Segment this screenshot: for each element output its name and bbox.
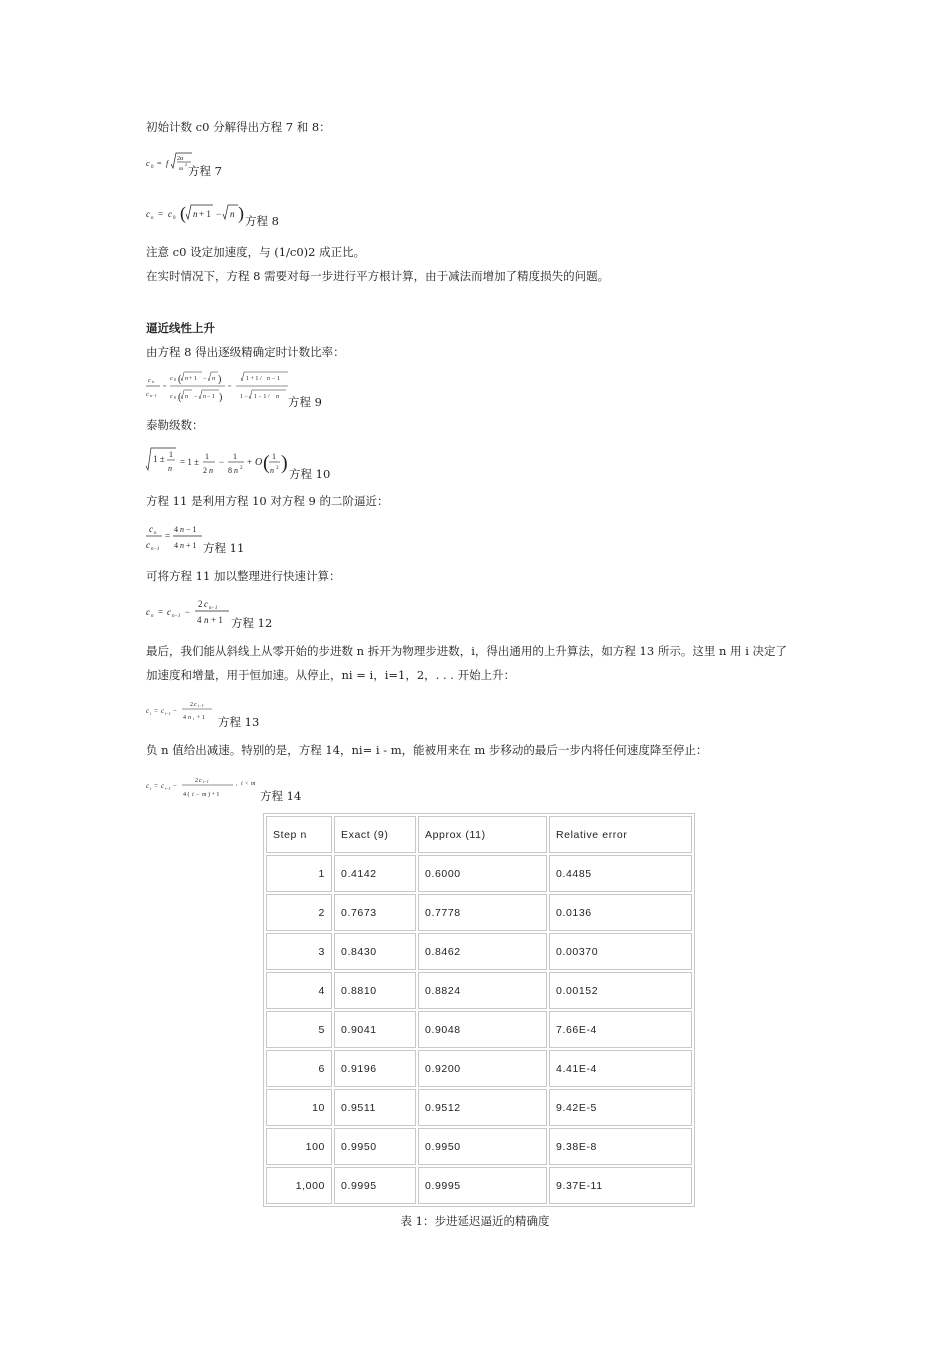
cell-approx: 0.7778 [418, 894, 547, 931]
svg-text:8: 8 [228, 466, 232, 475]
svg-text:c: c [194, 702, 197, 708]
paragraph-intro: 初始计数 c0 分解得出方程 7 和 8： [146, 120, 331, 134]
table-header-row [266, 816, 692, 853]
svg-text:0: 0 [173, 216, 176, 221]
equation-13-formula [146, 696, 216, 724]
svg-text:n: n [152, 379, 154, 384]
cell-approx: 0.9512 [418, 1089, 547, 1126]
svg-text:2: 2 [203, 466, 207, 475]
svg-text:f: f [166, 159, 169, 168]
table-row [266, 855, 692, 892]
svg-text:=: = [163, 384, 167, 390]
col-header-error: Relative error [549, 816, 692, 853]
svg-text:c: c [168, 209, 172, 219]
cell-error: 0.4485 [549, 855, 692, 892]
svg-text:1 −: 1 − [240, 394, 248, 400]
cell-exact: 0.9196 [334, 1050, 416, 1087]
table-row [266, 972, 692, 1009]
svg-text:n: n [185, 376, 188, 382]
cell-step: 2 [266, 894, 332, 931]
svg-text:+ 1: + 1 [211, 615, 223, 625]
svg-text:−: − [216, 209, 222, 219]
svg-text:4: 4 [174, 541, 178, 550]
svg-text:4: 4 [183, 715, 186, 721]
svg-text:1: 1 [233, 452, 237, 461]
svg-text:−: − [219, 457, 225, 467]
cell-exact: 0.8810 [334, 972, 416, 1009]
cell-error: 9.42E-5 [549, 1089, 692, 1126]
equation-11 [146, 520, 245, 555]
svg-text:−: − [203, 376, 207, 382]
svg-text:=: = [158, 607, 164, 617]
svg-text:2α: 2α [177, 156, 184, 162]
svg-text:2: 2 [240, 466, 243, 471]
equation-10-formula [146, 444, 291, 480]
svg-text:2: 2 [185, 162, 187, 167]
cell-exact: 0.9041 [334, 1011, 416, 1048]
cell-approx: 0.9048 [418, 1011, 547, 1048]
table-row [266, 1050, 692, 1087]
equation-11-label: 方程 11 [203, 541, 245, 555]
svg-text:n: n [151, 614, 154, 619]
equation-9-label: 方程 9 [288, 395, 322, 409]
svg-text:c: c [146, 707, 150, 715]
svg-text:c: c [170, 376, 173, 382]
table-row [266, 1167, 692, 1204]
equation-8-formula [146, 200, 246, 228]
paragraph-general-algorithm: 最后，我们能从斜线上从零开始的步进数 n 拆开为物理步进数，i，得出通用的上升算法，如方程 13 所示。这里 n 用 i 决定了 [146, 644, 788, 658]
svg-text:n: n [151, 216, 154, 221]
svg-text:4: 4 [197, 615, 202, 625]
cell-step: 6 [266, 1050, 332, 1087]
equation-8-label: 方程 8 [245, 214, 279, 228]
paragraph-note: 注意 c0 设定加速度，与 (1/c0)2 成正比。 [146, 245, 366, 259]
cell-step: 3 [266, 933, 332, 970]
svg-text:−: − [173, 782, 177, 790]
svg-text:n: n [209, 466, 213, 475]
svg-text:n: n [193, 209, 198, 219]
cell-exact: 0.9995 [334, 1167, 416, 1204]
table-row [266, 1011, 692, 1048]
svg-text:n−1: n−1 [172, 614, 181, 619]
paragraph-taylor: 泰勒级数： [146, 418, 204, 432]
svg-text:i−1: i−1 [203, 779, 209, 784]
equation-9-formula [146, 368, 291, 404]
svg-text:4: 4 [174, 525, 178, 534]
svg-text:=: = [154, 782, 158, 790]
svg-text:=: = [165, 531, 171, 541]
cell-approx: 0.6000 [418, 855, 547, 892]
svg-text:n: n [180, 541, 184, 550]
svg-text:(: ( [178, 392, 182, 403]
svg-text:c: c [146, 540, 150, 550]
paragraph-realtime: 在实时情况下，方程 8 需要对每一步进行平方根计算，由于减法而增加了精度损失的问题。 [146, 269, 610, 283]
svg-text:): ) [218, 374, 222, 385]
svg-text:): ) [281, 452, 288, 474]
svg-text:i: i [241, 781, 243, 787]
cell-error: 9.38E-8 [549, 1128, 692, 1165]
cell-exact: 0.9950 [334, 1128, 416, 1165]
svg-text:c: c [204, 599, 208, 609]
paragraph-rearrange: 可将方程 11 加以整理进行快速计算： [146, 569, 341, 583]
svg-text:O: O [255, 457, 263, 468]
svg-text:i: i [150, 711, 152, 716]
cell-error: 7.66E-4 [549, 1011, 692, 1048]
svg-text:+ 1: + 1 [186, 541, 197, 550]
svg-text:c: c [146, 607, 150, 617]
paragraph-acceleration: 加速度和增量，用于恒加速。从停止，ni = i，i=1，2，. . . 开始上升： [146, 668, 516, 682]
cell-error: 4.41E-4 [549, 1050, 692, 1087]
svg-text:i: i [150, 786, 152, 791]
svg-text:n: n [212, 376, 215, 382]
svg-text:n−1: n−1 [209, 606, 218, 611]
svg-text:n: n [185, 394, 188, 400]
svg-text:n: n [204, 615, 209, 625]
svg-text:<: < [245, 781, 249, 787]
paragraph-second-order: 方程 11 是利用方程 10 对方程 9 的二阶逼近： [146, 494, 389, 508]
svg-text:(: ( [178, 374, 182, 385]
svg-text:(: ( [180, 203, 186, 223]
svg-text:c: c [146, 782, 150, 790]
svg-text:+: + [247, 457, 253, 467]
svg-text:n: n [180, 525, 184, 534]
svg-text:): ) [219, 392, 223, 403]
svg-text:c: c [161, 782, 165, 790]
svg-text:c: c [149, 524, 153, 534]
cell-exact: 0.4142 [334, 855, 416, 892]
svg-text:n: n [203, 394, 206, 400]
cell-step: 5 [266, 1011, 332, 1048]
svg-text:c: c [170, 394, 173, 400]
table-row [266, 1128, 692, 1165]
svg-text:0: 0 [151, 165, 154, 170]
svg-text:n: n [188, 715, 191, 721]
cell-approx: 0.8462 [418, 933, 547, 970]
cell-step: 100 [266, 1128, 332, 1165]
svg-text:−: − [196, 792, 200, 798]
svg-text:1: 1 [205, 452, 209, 461]
svg-text:ω: ω [179, 166, 183, 172]
equation-12 [146, 595, 273, 630]
equation-13 [146, 696, 260, 729]
equation-12-formula [146, 595, 236, 627]
equation-10-label: 方程 10 [289, 467, 331, 481]
equation-11-formula [146, 520, 206, 552]
cell-approx: 0.9200 [418, 1050, 547, 1087]
svg-text:− 1: − 1 [207, 394, 215, 400]
svg-text:0: 0 [174, 395, 176, 400]
svg-text:n: n [154, 531, 157, 536]
cell-approx: 0.9995 [418, 1167, 547, 1204]
svg-text:2: 2 [190, 702, 193, 708]
svg-text:(: ( [263, 452, 270, 474]
svg-text:=: = [158, 209, 164, 219]
svg-text:n: n [267, 376, 270, 382]
svg-text:− 1: − 1 [186, 525, 197, 534]
svg-text:i−1: i−1 [165, 711, 171, 716]
svg-text:c: c [146, 392, 149, 398]
equation-8 [146, 200, 279, 228]
svg-text:1: 1 [169, 450, 173, 459]
table-row [266, 894, 692, 931]
svg-text:c: c [199, 778, 202, 784]
svg-text:i: i [192, 792, 194, 798]
cell-error: 0.00152 [549, 972, 692, 1009]
svg-text:2: 2 [198, 599, 203, 609]
accuracy-table [263, 813, 695, 1207]
equation-14 [146, 772, 302, 803]
svg-text:+ 1: + 1 [189, 376, 197, 382]
svg-text:= 1 ±: = 1 ± [180, 457, 200, 467]
equation-14-label: 方程 14 [260, 789, 302, 803]
svg-text:−: − [173, 707, 177, 715]
cell-approx: 0.8824 [418, 972, 547, 1009]
cell-step: 4 [266, 972, 332, 1009]
svg-text:n: n [270, 466, 274, 475]
table-caption: 表 1：步进延迟逼近的精确度 [400, 1214, 550, 1228]
cell-error: 0.00370 [549, 933, 692, 970]
svg-text:1: 1 [272, 452, 276, 461]
svg-text:4 (: 4 ( [183, 792, 190, 798]
svg-text:c: c [148, 378, 151, 384]
svg-text:c: c [161, 707, 165, 715]
cell-step: 1,000 [266, 1167, 332, 1204]
equation-7-label: 方程 7 [188, 164, 222, 178]
svg-text:i−1: i−1 [165, 786, 171, 791]
svg-text:+ 1: + 1 [197, 715, 205, 721]
svg-text:m: m [202, 792, 207, 798]
equation-10 [146, 444, 331, 481]
cell-exact: 0.8430 [334, 933, 416, 970]
svg-text:n: n [276, 394, 279, 400]
svg-text:=: = [157, 159, 162, 168]
svg-text:i−1: i−1 [198, 703, 204, 708]
svg-text:i: i [193, 716, 195, 721]
svg-text:=: = [228, 384, 232, 390]
svg-text:− 1: − 1 [272, 376, 280, 382]
svg-text:): ) [238, 203, 244, 223]
svg-text:3: 3 [276, 466, 279, 471]
table-row [266, 1089, 692, 1126]
svg-text:+ 1: + 1 [199, 209, 211, 219]
svg-text:2: 2 [195, 778, 198, 784]
svg-text:n−1: n−1 [150, 393, 157, 398]
svg-text:n: n [230, 209, 235, 219]
svg-text:,: , [236, 781, 238, 787]
svg-text:1 ±: 1 ± [153, 454, 165, 464]
svg-text:−: − [194, 394, 198, 400]
paragraph-deceleration: 负 n 值给出减速。特别的是，方程 14，ni= i - m，能被用来在 m 步移动的最后一步内将任何速度降至停止： [146, 743, 708, 757]
cell-step: 10 [266, 1089, 332, 1126]
equation-13-label: 方程 13 [218, 715, 260, 729]
svg-text:1 − 1 /: 1 − 1 / [254, 394, 270, 400]
svg-text:−: − [185, 607, 191, 617]
svg-text:n−1: n−1 [151, 547, 160, 552]
cell-step: 1 [266, 855, 332, 892]
svg-text:n: n [168, 464, 172, 473]
col-header-step: Step n [266, 816, 332, 853]
svg-text:0: 0 [174, 377, 176, 382]
svg-text:c: c [146, 159, 150, 168]
cell-error: 9.37E-11 [549, 1167, 692, 1204]
equation-7 [146, 150, 222, 178]
cell-exact: 0.7673 [334, 894, 416, 931]
svg-text:c: c [146, 209, 150, 219]
svg-text:n: n [234, 466, 238, 475]
table-row [266, 933, 692, 970]
paragraph-ratio: 由方程 8 得出逐级精确定时计数比率： [146, 345, 345, 359]
svg-text:c: c [167, 607, 171, 617]
svg-text:=: = [154, 707, 158, 715]
col-header-exact: Exact (9) [334, 816, 416, 853]
section-heading: 逼近线性上升 [146, 321, 215, 335]
cell-error: 0.0136 [549, 894, 692, 931]
cell-approx: 0.9950 [418, 1128, 547, 1165]
svg-text:1 + 1 /: 1 + 1 / [246, 376, 262, 382]
col-header-approx: Approx (11) [418, 816, 547, 853]
equation-9 [146, 368, 322, 409]
cell-exact: 0.9511 [334, 1089, 416, 1126]
svg-text:) + 1: ) + 1 [208, 792, 220, 798]
svg-text:m: m [251, 781, 256, 787]
equation-12-label: 方程 12 [231, 616, 273, 630]
equation-14-formula [146, 772, 261, 802]
